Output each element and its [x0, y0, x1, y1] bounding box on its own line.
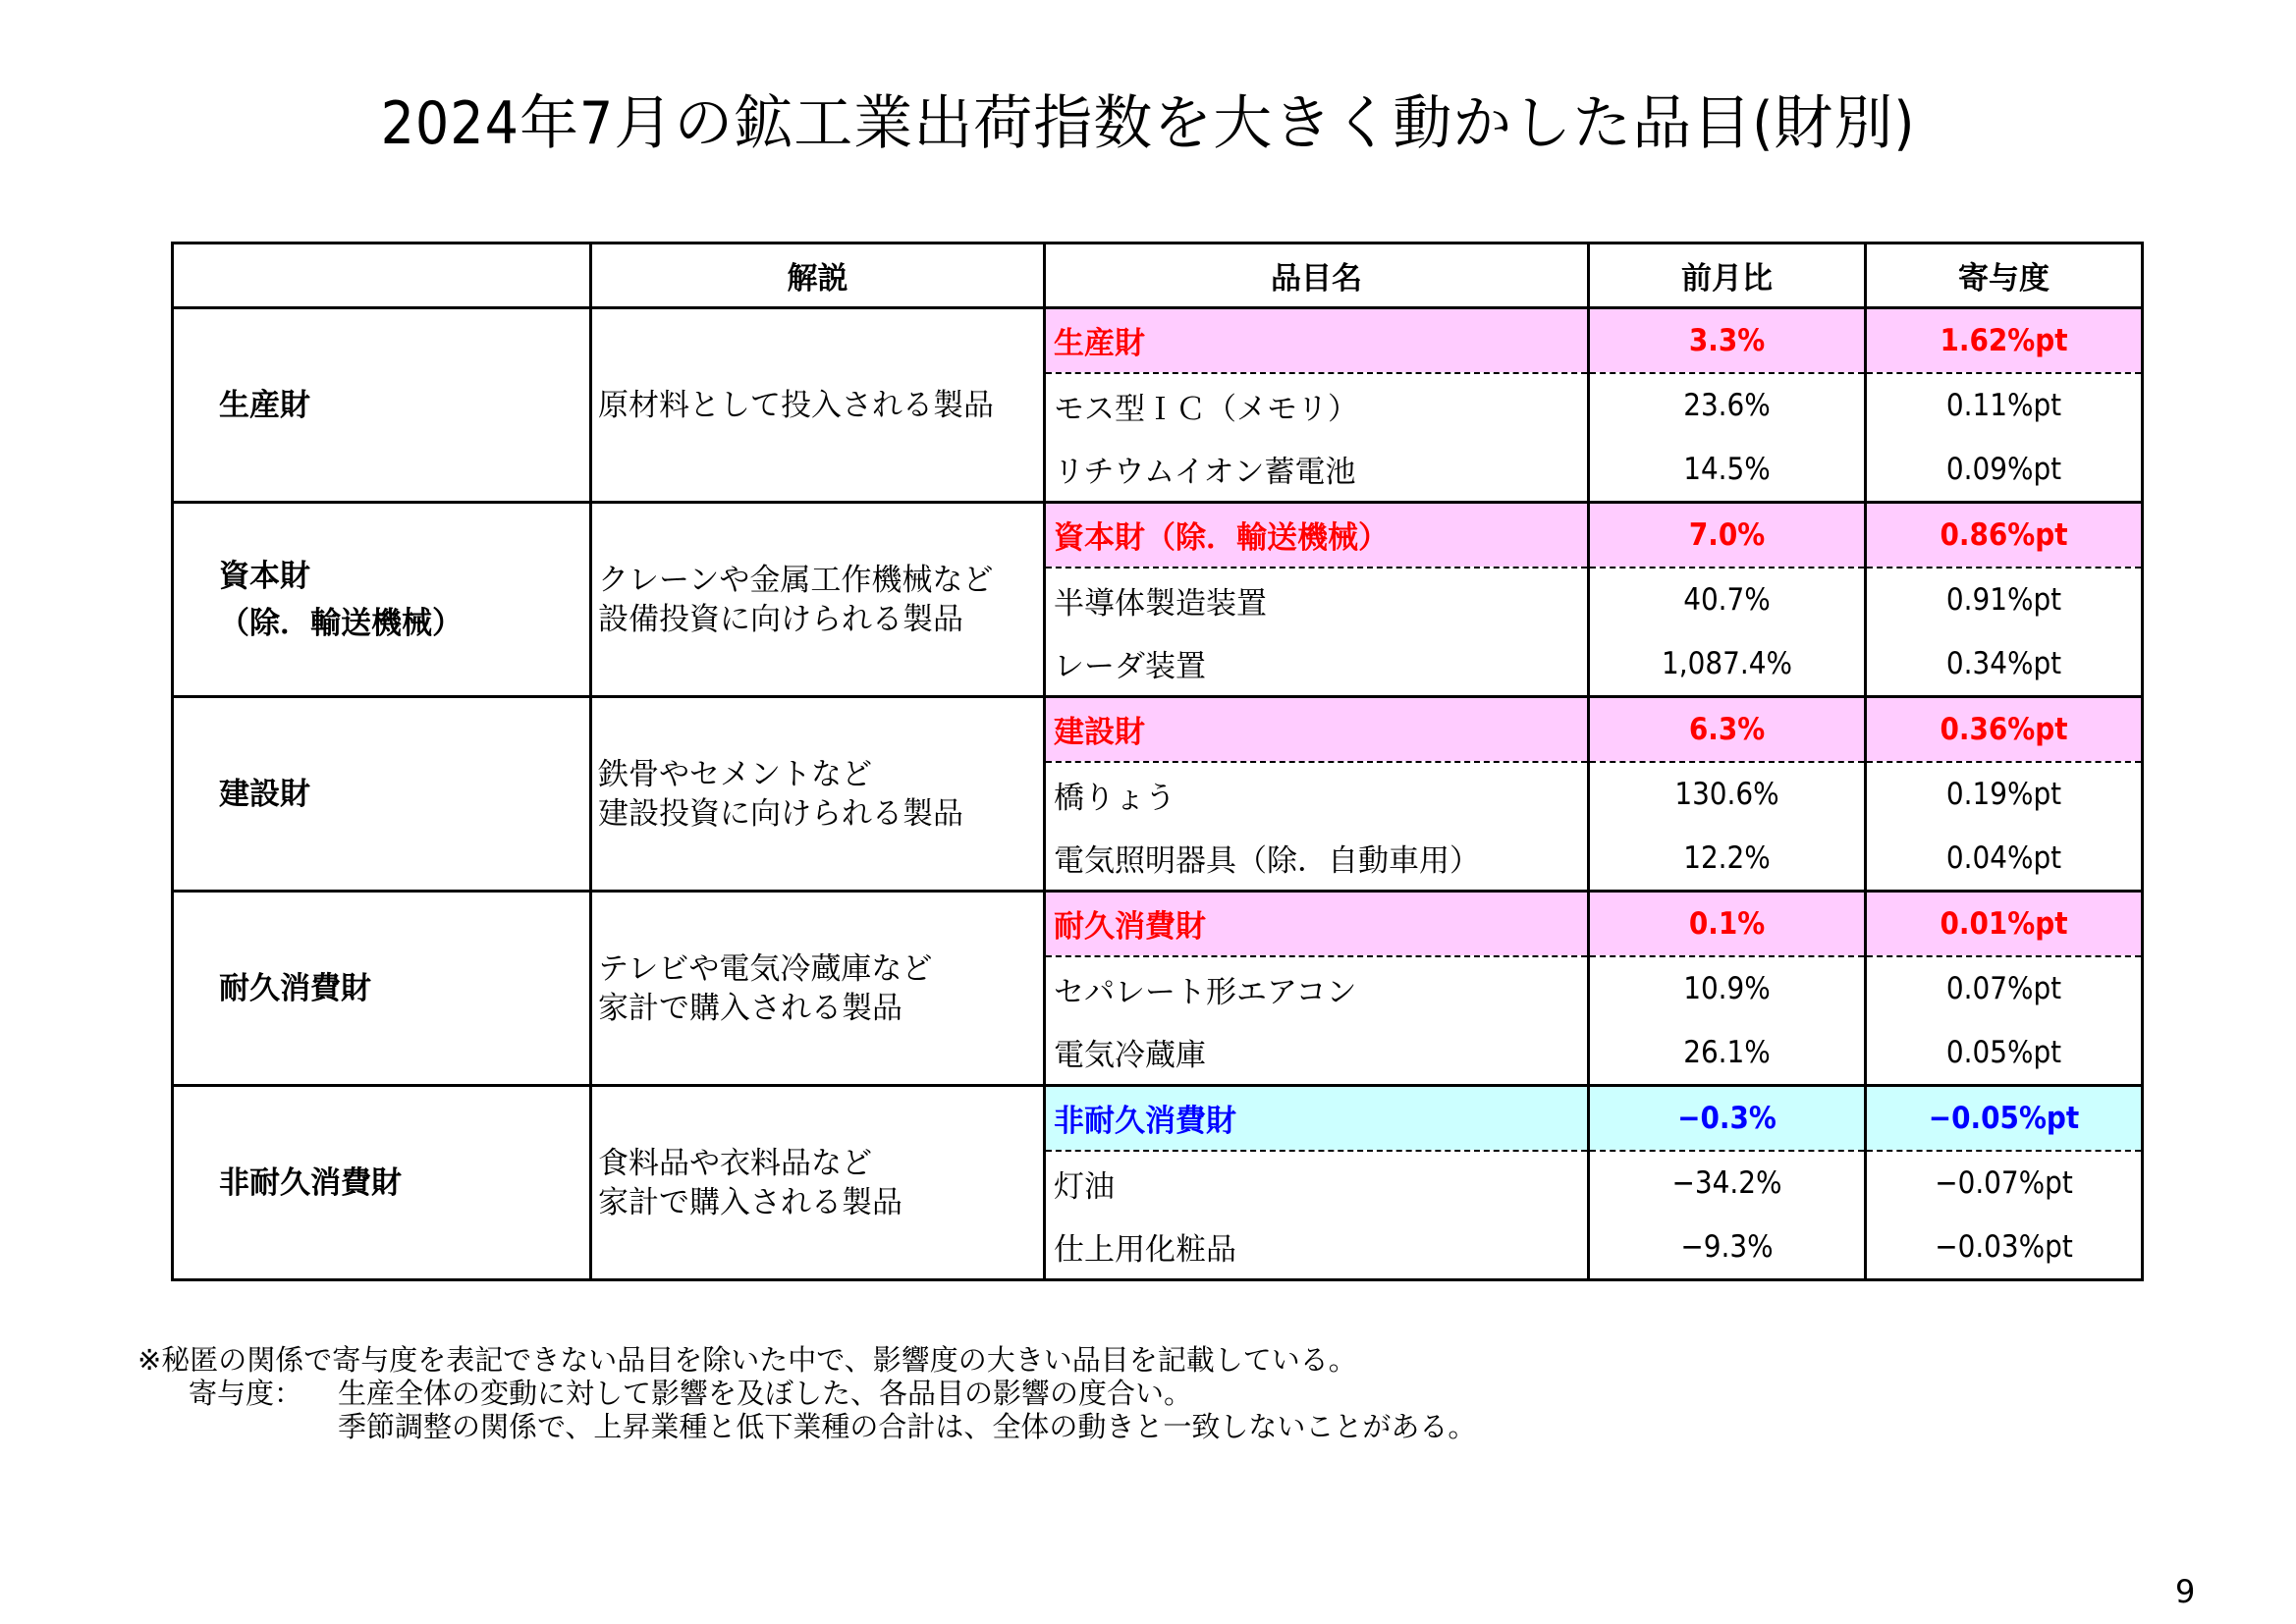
contribution-cell: 0.36%pt — [1866, 697, 2143, 762]
footnote-text: 生産全体の変動に対して影響を及ぼした、各品目の影響の度合い。 — [338, 1377, 1193, 1410]
mom-cell: 7.0% — [1589, 503, 1866, 568]
header-mom: 前月比 — [1589, 244, 1866, 308]
category-cell — [173, 308, 591, 503]
mom-cell: 6.3% — [1589, 697, 1866, 762]
item-cell: レーダ装置 — [1045, 632, 1589, 697]
item-cell: 電気冷蔵庫 — [1045, 1021, 1589, 1086]
category-cell — [173, 697, 591, 892]
contribution-cell: 0.86%pt — [1866, 503, 2143, 568]
contribution-cell: 0.19%pt — [1866, 762, 2143, 827]
category-label: 生産財 — [219, 387, 310, 423]
description-text: 食料品や衣料品など — [598, 1145, 872, 1181]
mom-cell: 1,087.4% — [1589, 632, 1866, 697]
page-title: 2024年7月の鉱工業出荷指数を大きく動かした品目(財別) — [380, 89, 1916, 158]
mom-cell: −34.2% — [1589, 1151, 1866, 1216]
description-text: 家計で購入される製品 — [598, 1184, 902, 1220]
table-row — [173, 1086, 2143, 1151]
description-text: 原材料として投入される製品 — [598, 387, 994, 423]
item-cell: 橋りょう — [1045, 762, 1589, 827]
footnote-line-2 — [137, 1377, 1476, 1410]
description-cell — [591, 892, 1045, 1086]
description-cell — [591, 503, 1045, 697]
contribution-cell: 0.05%pt — [1866, 1021, 2143, 1086]
item-cell: 半導体製造装置 — [1045, 568, 1589, 632]
item-cell: 資本財（除．輸送機械） — [1045, 503, 1589, 568]
header-contribution: 寄与度 — [1866, 244, 2143, 308]
header-item: 品目名 — [1045, 244, 1589, 308]
item-cell: リチウムイオン蓄電池 — [1045, 438, 1589, 503]
mom-cell: 40.7% — [1589, 568, 1866, 632]
contribution-cell: 0.11%pt — [1866, 373, 2143, 438]
footnote-line-3: 季節調整の関係で、上昇業種と低下業種の合計は、全体の動きと一致しないことがある。 — [338, 1410, 1477, 1443]
mom-cell: 26.1% — [1589, 1021, 1866, 1086]
mom-cell: 23.6% — [1589, 373, 1866, 438]
item-cell: 建設財 — [1045, 697, 1589, 762]
item-cell: 生産財 — [1045, 308, 1589, 373]
footnotes — [137, 1343, 1476, 1443]
category-cell — [173, 503, 591, 697]
footnote-line-1: ※秘匿の関係で寄与度を表記できない品目を除いた中で、影響度の大きい品目を記載している。 — [137, 1343, 1357, 1377]
item-cell: モス型ＩＣ（メモリ） — [1045, 373, 1589, 438]
mom-cell: 12.2% — [1589, 827, 1866, 892]
item-cell: 仕上用化粧品 — [1045, 1216, 1589, 1280]
category-label: （除．輸送機械） — [219, 605, 463, 641]
description-text: 設備投資に向けられる製品 — [598, 601, 963, 637]
category-cell — [173, 892, 591, 1086]
mom-cell: 0.1% — [1589, 892, 1866, 956]
description-text: 建設投資に向けられる製品 — [598, 795, 963, 832]
table-row — [173, 308, 2143, 373]
item-cell: セパレート形エアコン — [1045, 956, 1589, 1021]
item-cell: 灯油 — [1045, 1151, 1589, 1216]
contribution-cell: 0.91%pt — [1866, 568, 2143, 632]
category-label: 資本財 — [219, 558, 310, 594]
items-table — [171, 242, 2144, 1281]
contribution-cell: 0.07%pt — [1866, 956, 2143, 1021]
mom-cell: 130.6% — [1589, 762, 1866, 827]
description-text: 家計で購入される製品 — [598, 990, 902, 1026]
table-body — [173, 308, 2143, 1280]
mom-cell: 10.9% — [1589, 956, 1866, 1021]
page-number: 9 — [2175, 1573, 2196, 1610]
contribution-cell: 1.62%pt — [1866, 308, 2143, 373]
item-cell: 非耐久消費財 — [1045, 1086, 1589, 1151]
table-row — [173, 892, 2143, 956]
header-description: 解説 — [591, 244, 1045, 308]
description-cell — [591, 308, 1045, 503]
contribution-cell: 0.04%pt — [1866, 827, 2143, 892]
item-cell: 電気照明器具（除．自動車用） — [1045, 827, 1589, 892]
mom-cell: −0.3% — [1589, 1086, 1866, 1151]
mom-cell: −9.3% — [1589, 1216, 1866, 1280]
description-text: テレビや電気冷蔵庫など — [598, 950, 933, 987]
item-cell: 耐久消費財 — [1045, 892, 1589, 956]
category-label: 非耐久消費財 — [219, 1164, 402, 1201]
table-row — [173, 697, 2143, 762]
table-row — [173, 503, 2143, 568]
category-cell — [173, 1086, 591, 1280]
description-text: クレーンや金属工作機械など — [598, 562, 994, 598]
mom-cell: 14.5% — [1589, 438, 1866, 503]
category-label: 耐久消費財 — [219, 970, 371, 1006]
table-header-row — [173, 244, 2143, 308]
mom-cell: 3.3% — [1589, 308, 1866, 373]
contribution-cell: 0.01%pt — [1866, 892, 2143, 956]
description-text: 鉄骨やセメントなど — [598, 756, 872, 792]
category-label: 建設財 — [219, 776, 310, 812]
contribution-cell: 0.09%pt — [1866, 438, 2143, 503]
contribution-cell: −0.07%pt — [1866, 1151, 2143, 1216]
header-category — [173, 244, 591, 308]
description-cell — [591, 1086, 1045, 1280]
contribution-cell: −0.05%pt — [1866, 1086, 2143, 1151]
description-cell — [591, 697, 1045, 892]
contribution-cell: 0.34%pt — [1866, 632, 2143, 697]
contribution-cell: −0.03%pt — [1866, 1216, 2143, 1280]
footnote-label: 寄与度： — [189, 1377, 303, 1410]
